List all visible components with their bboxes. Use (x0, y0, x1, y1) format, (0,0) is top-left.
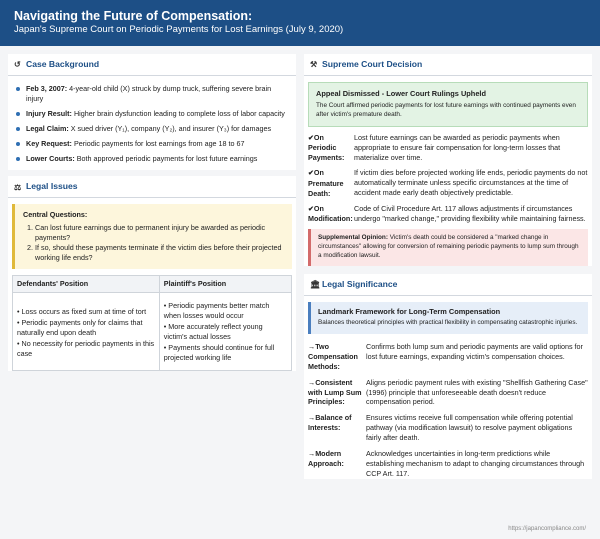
check-icon: ✔ (308, 205, 314, 213)
table-cell-item: • Periodic payments better match when losses would occur (163, 300, 270, 320)
significance-section (304, 274, 592, 479)
central-questions-box: Central Questions: 1. Can lost future earnings due to permanent injury be awarded as periodic payments? 2. If so, should these payments terminate if the victim dies before their projected working life ends? (12, 204, 292, 269)
left-column (8, 54, 296, 485)
footer-url: https://japancompliance.com/ (508, 525, 586, 532)
history-icon: ↺ (14, 60, 21, 70)
check-icon: ✔ (308, 134, 314, 142)
case-background-section (8, 54, 296, 170)
list-item: Lower Courts: Both approved periodic payments for lost future earnings (16, 154, 290, 164)
legal-issues-section (8, 176, 296, 370)
supplemental-opinion-box: Supplemental Opinion: Victim's death could be considered a "marked change in circumstances" allowing for conversion of remaining periodic payments to lump sum through a modification lawsuit. (308, 229, 588, 265)
positions-table (12, 275, 292, 371)
significance-row: →Modern Approach: Acknowledges uncertainties in long-term predictions while establishing mechanism to adapt to changing circumstances through CCP Art. 117. (308, 449, 585, 479)
decision-row: ✔On Premature Death: If victim dies before projected working life ends, periodic payments do not automatically terminate unless specific circumstances at the time of accident made early death objectively predictable. (308, 168, 588, 198)
page-subtitle: Japan's Supreme Court on Periodic Payments for Lost Earnings (July 9, 2020) (14, 24, 344, 36)
scale-icon: ⚖ (14, 182, 22, 192)
decision-box: Appeal Dismissed - Lower Court Rulings Upheld The Court affirmed periodic payments for lost future earnings with continued payments even after victim's premature death. (308, 82, 588, 127)
table-cell-item: • No necessity for periodic payments in this case (17, 338, 155, 358)
legal-issues-title: ⚖ Legal Issues (8, 176, 296, 198)
header (0, 0, 600, 46)
table-cell-item: • Periodic payments only for claims that naturally end upon death (17, 317, 143, 337)
gavel-icon: ⚒ (310, 60, 318, 70)
arrow-icon: → (308, 377, 316, 387)
significance-row: →Two Compensation Methods: Confirms both lump sum and periodic payments are valid options for lost future earnings, expanding victim's compensation choices. (308, 341, 583, 371)
list-item: Key Request: Periodic payments for lost earnings from age 18 to 67 (16, 139, 290, 149)
question-item: 1. Can lost future earnings due to permanent injury be awarded as periodic payments? (35, 223, 284, 243)
right-column (304, 54, 592, 485)
significance-title: 🏛 Legal Significance (304, 274, 592, 296)
decision-section (304, 54, 592, 266)
arrow-icon: → (308, 449, 316, 459)
check-icon: ✔ (308, 170, 314, 178)
significance-row: →Consistent with Lump Sum Principles: Aligns periodic payment rules with existing "Shellfish Gathering Case" (1996) principle that unforeseeable death doesn't reduce compensation period. (308, 377, 588, 407)
table-header: Defendants' Position (13, 276, 160, 293)
table-cell-item: • More accurately reflect young victim's actual losses (163, 321, 263, 341)
arrow-icon: → (308, 413, 316, 423)
institution-icon: 🏛 (310, 280, 321, 290)
landmark-box: Landmark Framework for Long-Term Compensation Balances theoretical principles with practical flexibility in compensating catastrophic injuries. (308, 302, 588, 334)
significance-row: →Balance of Interests: Ensures victims receive full compensation while offering potential pathway (via modification lawsuit) to resolve payment obligations fairly after death. (308, 413, 573, 443)
question-item: 2. If so, should these payments terminate if the victim dies before their projected working life ends? (35, 243, 284, 263)
decision-row: ✔On Periodic Payments: Lost future earnings can be awarded as periodic payments when appropriate to ensure fair compensation for long-term losses that materialize over time. (308, 132, 561, 163)
table-cell-item: • Payments should continue for full projected working life (163, 342, 275, 362)
decision-row: ✔On Modification: Code of Civil Procedure Art. 117 allows adjustments if circumstances undergo "marked change," providing flexibility while maintaining fairness. (308, 203, 586, 224)
case-background-title: ↺ Case Background (8, 54, 296, 76)
decision-title: ⚒ Supreme Court Decision (304, 54, 592, 76)
list-item: Legal Claim: X sued driver (Y₁), company (Y₂), and insurer (Y₃) for damages (16, 124, 290, 134)
arrow-icon: → (308, 341, 316, 351)
list-item: Feb 3, 2007: 4-year-old child (X) struck by dump truck, suffering severe brain injury (16, 84, 290, 104)
page-title: Navigating the Future of Compensation: (14, 9, 253, 23)
table-header: Plaintiff's Position (159, 276, 291, 293)
table-cell-item: • Loss occurs as fixed sum at time of tort (17, 306, 147, 316)
list-item: Injury Result: Higher brain dysfunction leading to complete loss of labor capacity (16, 109, 290, 119)
